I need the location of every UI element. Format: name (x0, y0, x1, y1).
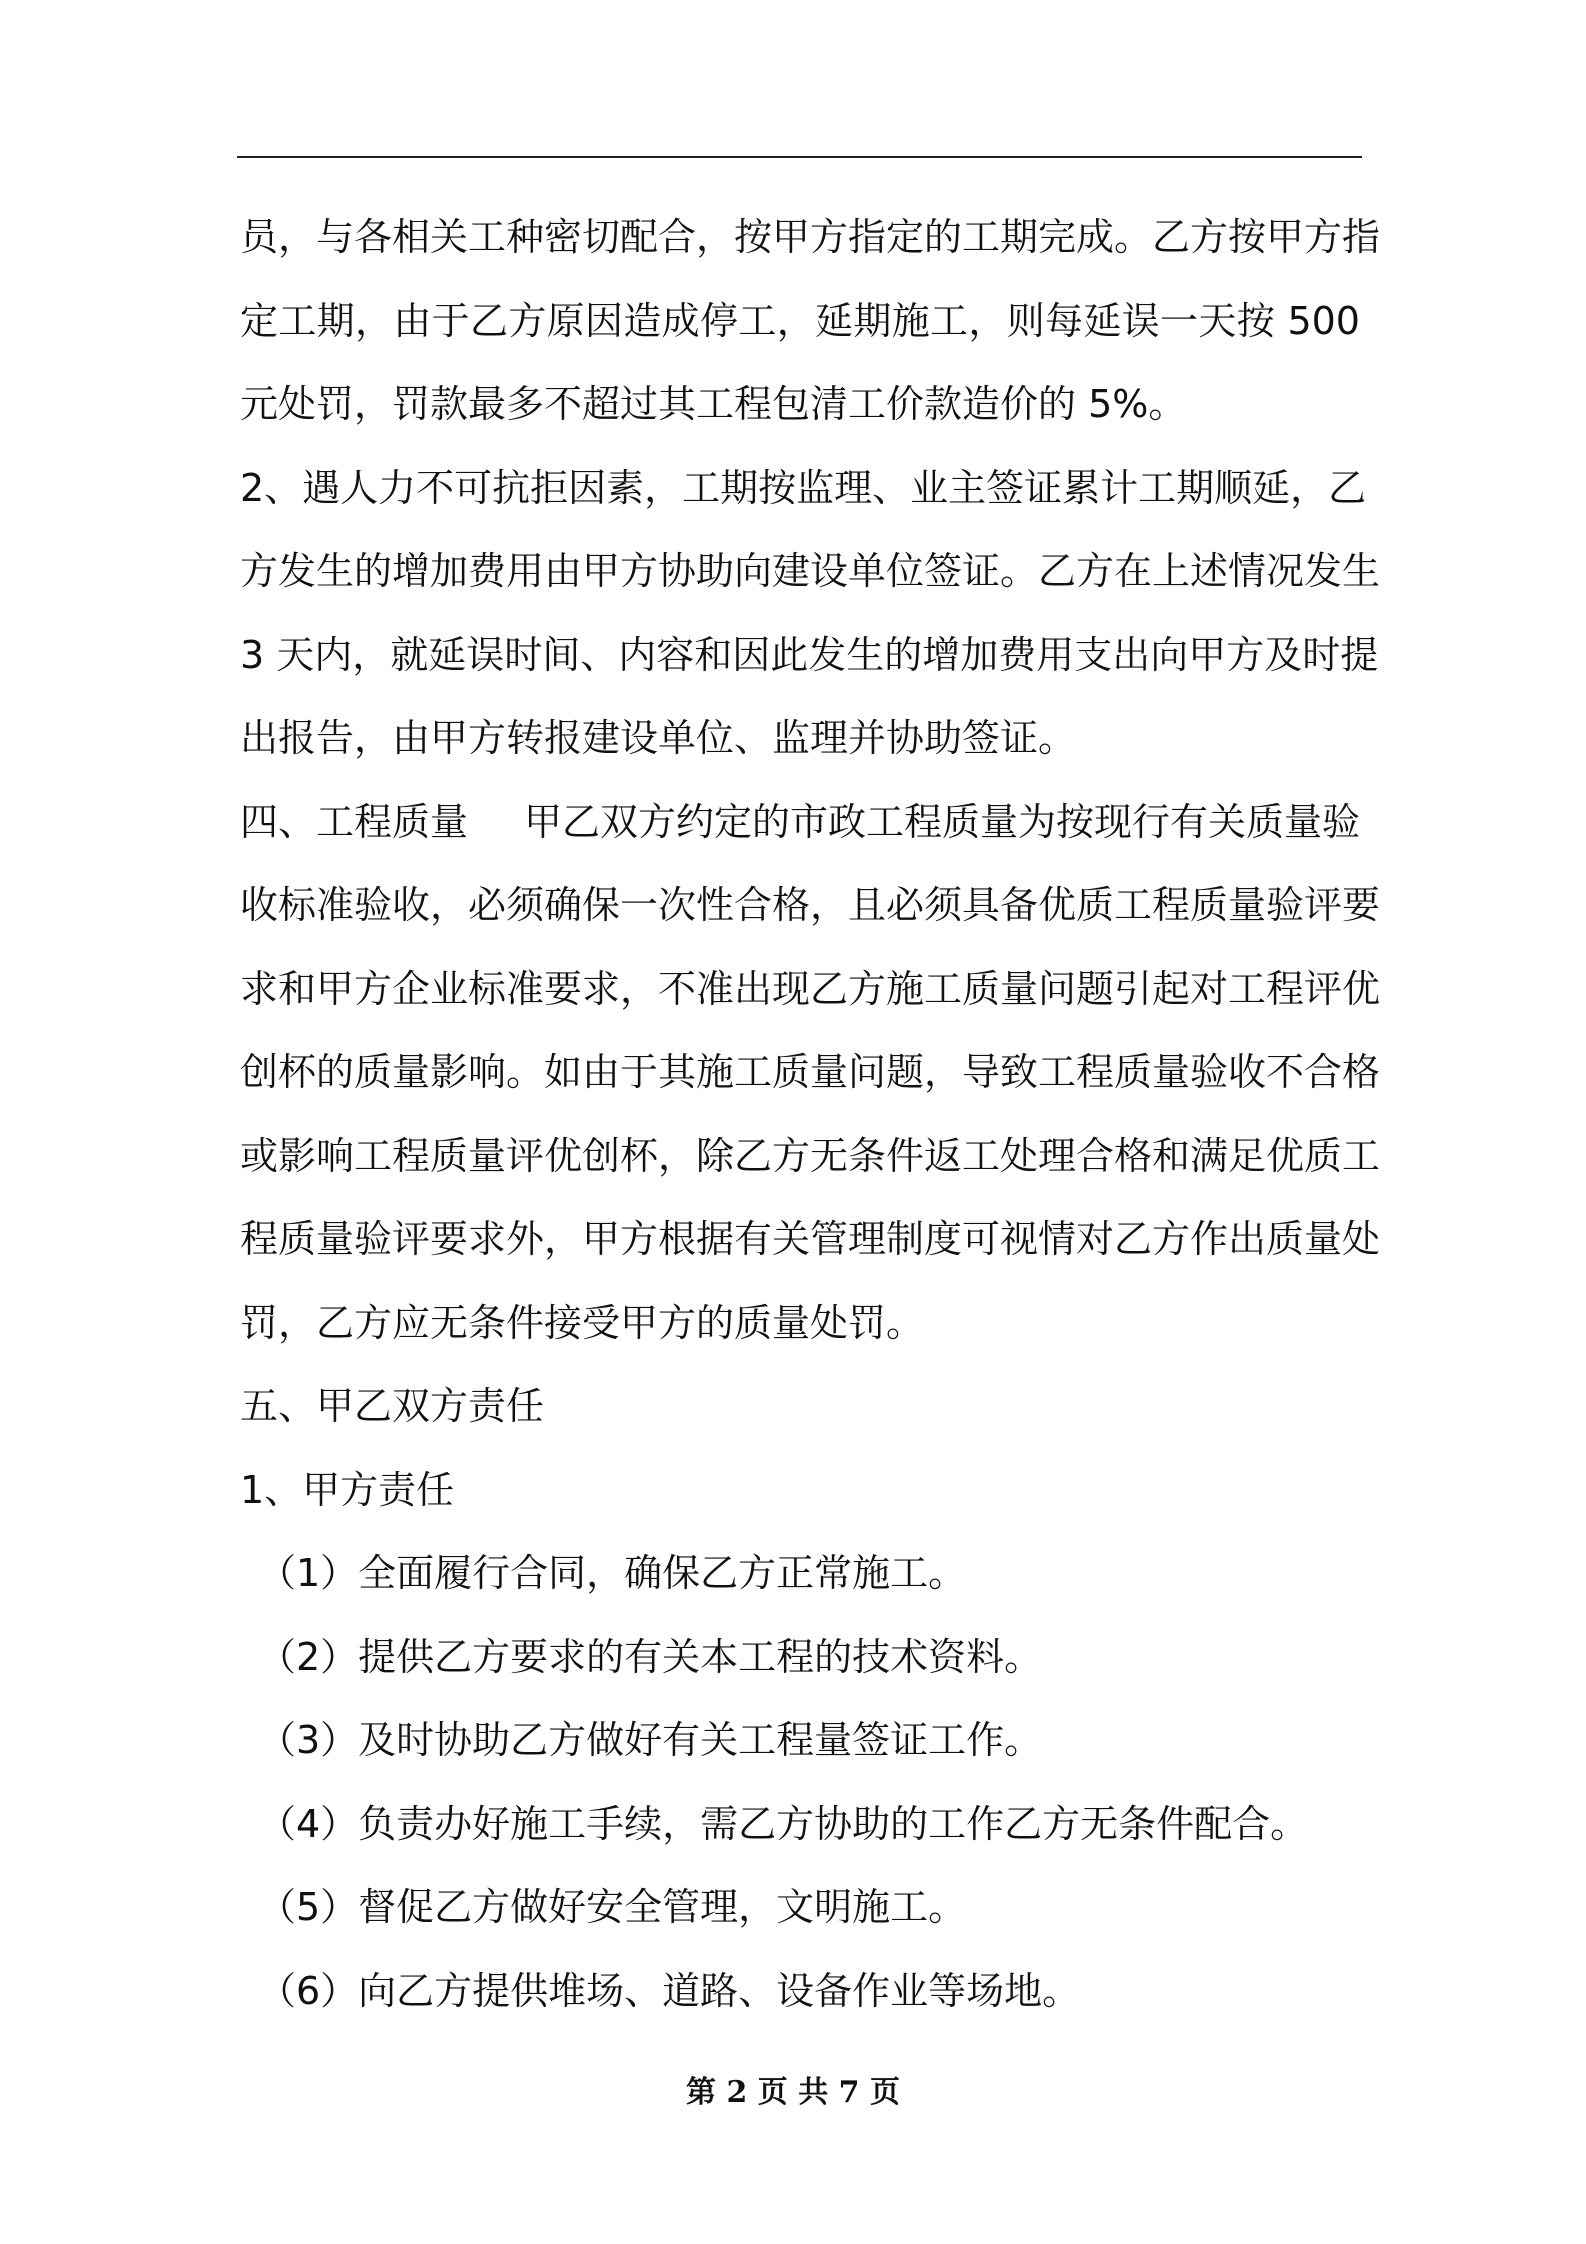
list-item: （1）全面履行合同，确保乙方正常施工。 (258, 1551, 967, 1595)
paragraph-line: 创杯的质量影响。如由于其施工质量问题，导致工程质量验收不合格 (240, 1050, 1381, 1094)
paragraph-line: 收标准验收，必须确保一次性合格，且必须具备优质工程质量验评要 (240, 883, 1381, 927)
list-item: （2）提供乙方要求的有关本工程的技术资料。 (258, 1634, 1043, 1679)
document-body (240, 196, 1381, 2033)
paragraph-line: 方发生的增加费用由甲方协助向建设单位签证。乙方在上述情况发生 (240, 549, 1381, 593)
paragraph-text: 甲乙双方约定的市政工程质量为按现行有关质量验 (523, 799, 1360, 844)
paragraph-line: 程质量验评要求外，甲方根据有关管理制度可视情对乙方作出质量处 (240, 1217, 1381, 1261)
page-number: 第 2 页 共 7 页 (686, 2075, 900, 2110)
paragraph-line: 或影响工程质量评优创杯，除乙方无条件返工处理合格和满足优质工 (240, 1133, 1381, 1178)
list-item: （6）向乙方提供堆场、道路、设备作业等场地。 (258, 1968, 1081, 2013)
paragraph-line: 求和甲方企业标准要求，不准出现乙方施工质量问题引起对工程评优 (240, 966, 1381, 1011)
paragraph-line: 罚，乙方应无条件接受甲方的质量处罚。 (240, 1300, 925, 1345)
paragraph-line: 2、遇人力不可抗拒因素，工期按监理、业主签证累计工期顺延，乙 (240, 465, 1367, 510)
list-item: （3）及时协助乙方做好有关工程量签证工作。 (258, 1718, 1043, 1762)
section-heading: 五、甲乙双方责任 (240, 1384, 545, 1428)
paragraph-line: 员，与各相关工种密切配合，按甲方指定的工期完成。乙方按甲方指 (240, 215, 1381, 259)
subsection-heading: 1、甲方责任 (240, 1467, 455, 1512)
section-heading-line (240, 781, 1360, 865)
list-item: （4）负责办好施工手续，需乙方协助的工作乙方无条件配合。 (258, 1801, 1309, 1846)
paragraph-line: 元处罚，罚款最多不超过其工程包清工价款造价的 5%。 (240, 382, 1187, 426)
paragraph-line: 3 天内，就延误时间、内容和因此发生的增加费用支出向甲方及时提 (240, 632, 1379, 677)
paragraph-line: 出报告，由甲方转报建设单位、监理并协助签证。 (240, 716, 1077, 760)
paragraph-line: 定工期，由于乙方原因造成停工，延期施工，则每延误一天按 500 (240, 298, 1360, 343)
section-heading: 四、工程质量 (240, 799, 469, 844)
header-rule (237, 156, 1362, 158)
list-item: （5）督促乙方做好安全管理，文明施工。 (258, 1885, 967, 1929)
